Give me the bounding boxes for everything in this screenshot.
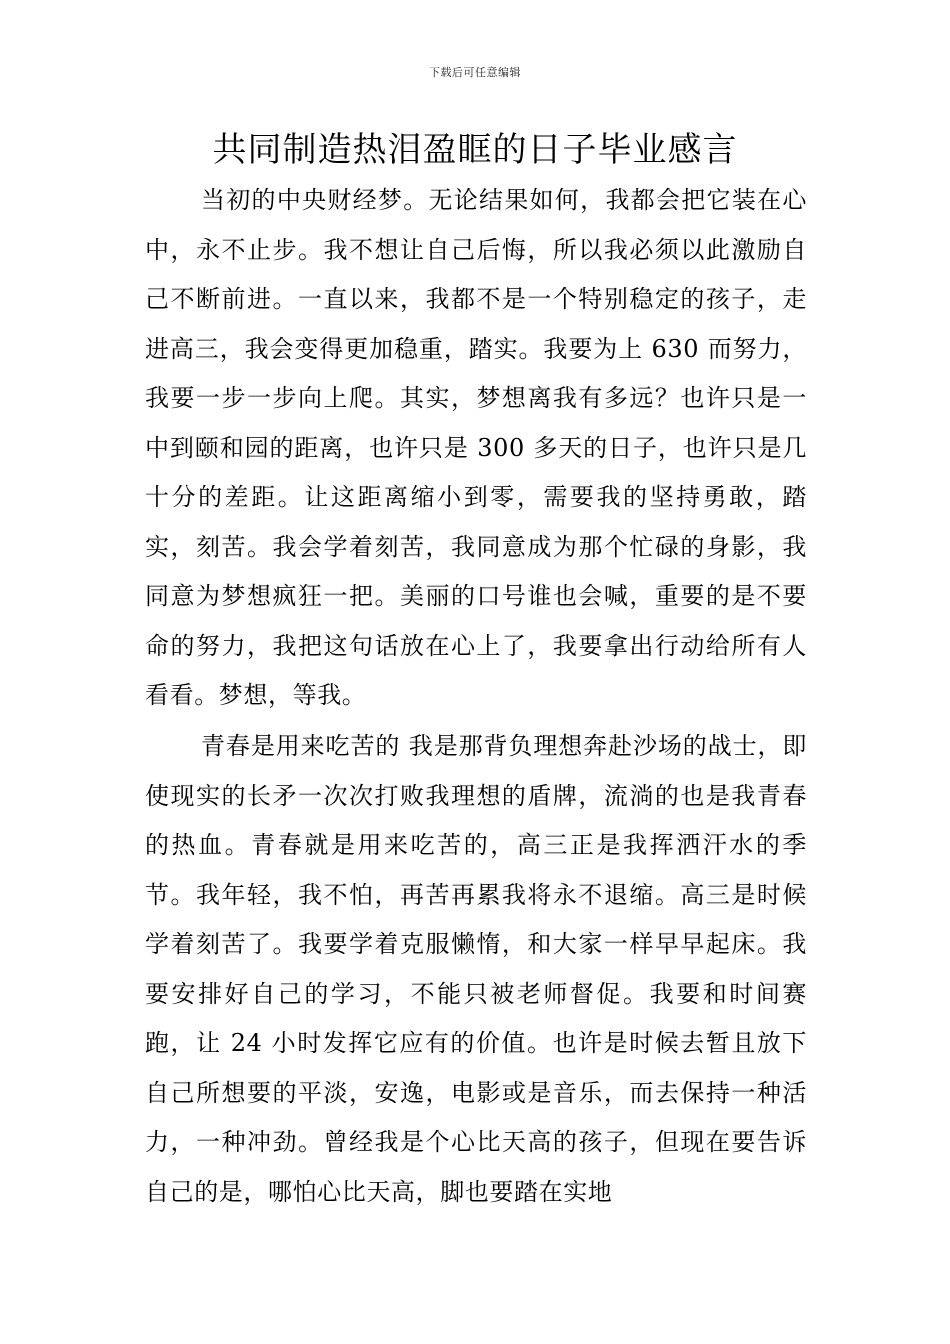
body-paragraph-1: 当初的中央财经梦。无论结果如何，我都会把它装在心中，永不止步。我不想让自己后悔，所以我必须以此激励自己不断前进。一直以来，我都不是一个特别稳定的孩子，走进高三，我会变得更加稳重，踏实。我要为上 630 而努力，我要一步一步向上爬。其实，梦想离我有多远？也许只是一中到颐和园的距离，也许只是 300 多天的日子，也许只是几十分的差距。让这距离缩小到零，需要我的坚持勇敢，踏实，刻苦。我会学着刻苦，我同意成为那个忙碌的身影，我同意为梦想疯狂一把。美丽的口号谁也会喊，重要的是不要命的努力，我把这句话放在心上了，我要拿出行动给所有人看看。梦想，等我。: [145, 186, 807, 709]
header-note: 下载后可任意编辑: [429, 66, 521, 79]
page-title: 共同制造热泪盈眶的日子毕业感言: [212, 130, 738, 170]
body-paragraph-2: 青春是用来吃苦的 我是那背负理想奔赴沙场的战士，即使现实的长矛一次次打败我理想的盾牌，流淌的也是我青春的热血。青春就是用来吃苦的，高三正是我挥洒汗水的季节。我年轻，我不怕，再苦再累我将永不退缩。高三是时候学着刻苦了。我要学着克服懒惰，和大家一样早早起床。我要安排好自己的学习，不能只被老师督促。我要和时间赛跑，让 24 小时发挥它应有的价值。也许是时候去暂且放下自己所想要的平淡，安逸，电影或是音乐，而去保持一种活力，一种冲劲。曾经我是个心比天高的孩子，但现在要告诉自己的是，哪怕心比天高，脚也要踏在实地: [145, 732, 807, 1206]
